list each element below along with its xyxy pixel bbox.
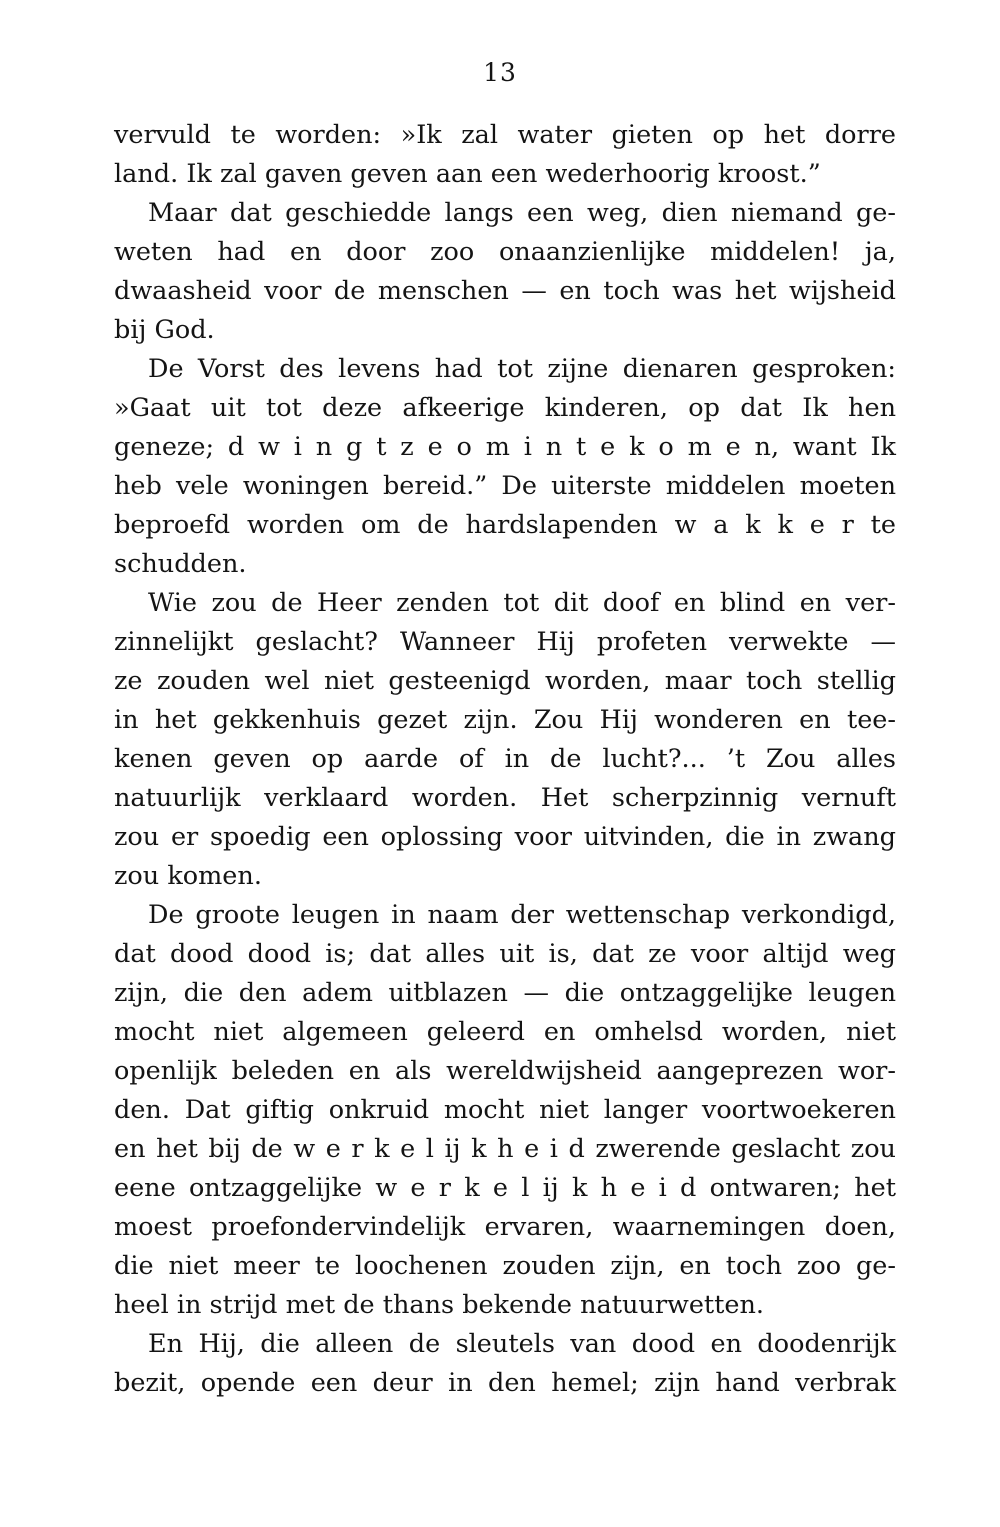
text-line: in het gekkenhuis gezet zijn. Zou Hij wonderen en tee- (114, 705, 896, 735)
text-line: ze zouden wel niet gesteenigd worden, maar toch stellig (114, 666, 896, 696)
text-line: En Hij, die alleen de sleutels van dood en doodenrijk (148, 1329, 896, 1359)
text-line: vervuld te worden: »Ik zal water gieten op het dorre (114, 120, 896, 150)
page-number: 13 (483, 58, 517, 87)
text-line: geneze; d w i n g t z e o m i n t e k o m e n, want Ik (114, 432, 896, 462)
text-line: moest proefondervindelijk ervaren, waarnemingen doen, (114, 1212, 896, 1242)
text-line: Maar dat geschiedde langs een weg, dien niemand ge- (148, 198, 896, 228)
text-line: beproefd worden om de hardslapenden w a k k e r te (114, 510, 896, 540)
text-line: en het bij de w e r k e l ij k h e i d zwerende geslacht zou (114, 1134, 896, 1164)
text-line: eene ontzaggelijke w e r k e l ij k h e i d ontwaren; het (114, 1173, 896, 1203)
body-text (114, 116, 896, 1403)
text-line: openlijk beleden en als wereldwijsheid aangeprezen wor- (114, 1056, 896, 1086)
text-line: schudden. (114, 549, 247, 579)
text-line: Wie zou de Heer zenden tot dit doof en blind en ver- (148, 588, 896, 618)
text-line: zinnelijkt geslacht? Wanneer Hij profeten verwekte — (114, 627, 896, 657)
text-line: bezit, opende een deur in den hemel; zijn hand verbrak (114, 1368, 896, 1398)
text-line: heb vele woningen bereid.” De uiterste middelen moeten (114, 471, 896, 501)
text-line: dwaasheid voor de menschen — en toch was het wijsheid (114, 276, 896, 306)
text-line: mocht niet algemeen geleerd en omhelsd worden, niet (114, 1017, 896, 1047)
text-line: »Gaat uit tot deze afkeerige kinderen, op dat Ik hen (114, 393, 896, 423)
text-line: die niet meer te loochenen zouden zijn, en toch zoo ge- (114, 1251, 896, 1281)
text-line: land. Ik zal gaven geven aan een wederhoorig kroost.” (114, 159, 821, 189)
text-line: bij God. (114, 315, 215, 345)
text-line: heel in strijd met de thans bekende natuurwetten. (114, 1290, 765, 1320)
text-line: dat dood dood is; dat alles uit is, dat ze voor altijd weg (114, 939, 896, 969)
text-line: zijn, die den adem uitblazen — die ontzaggelijke leugen (114, 978, 896, 1008)
text-line: weten had en door zoo onaanzienlijke middelen! ja, (114, 237, 896, 267)
text-line: zou er spoedig een oplossing voor uitvinden, die in zwang (114, 822, 896, 852)
text-line: De groote leugen in naam der wettenschap verkondigd, (148, 900, 896, 930)
text-line: den. Dat giftig onkruid mocht niet langer voortwoekeren (114, 1095, 896, 1125)
text-line: De Vorst des levens had tot zijne dienaren gesproken: (148, 354, 896, 384)
text-line: natuurlijk verklaard worden. Het scherpzinnig vernuft (114, 783, 896, 813)
text-line: kenen geven op aarde of in de lucht?... ’t Zou alles (114, 744, 896, 774)
text-line: zou komen. (114, 861, 262, 891)
